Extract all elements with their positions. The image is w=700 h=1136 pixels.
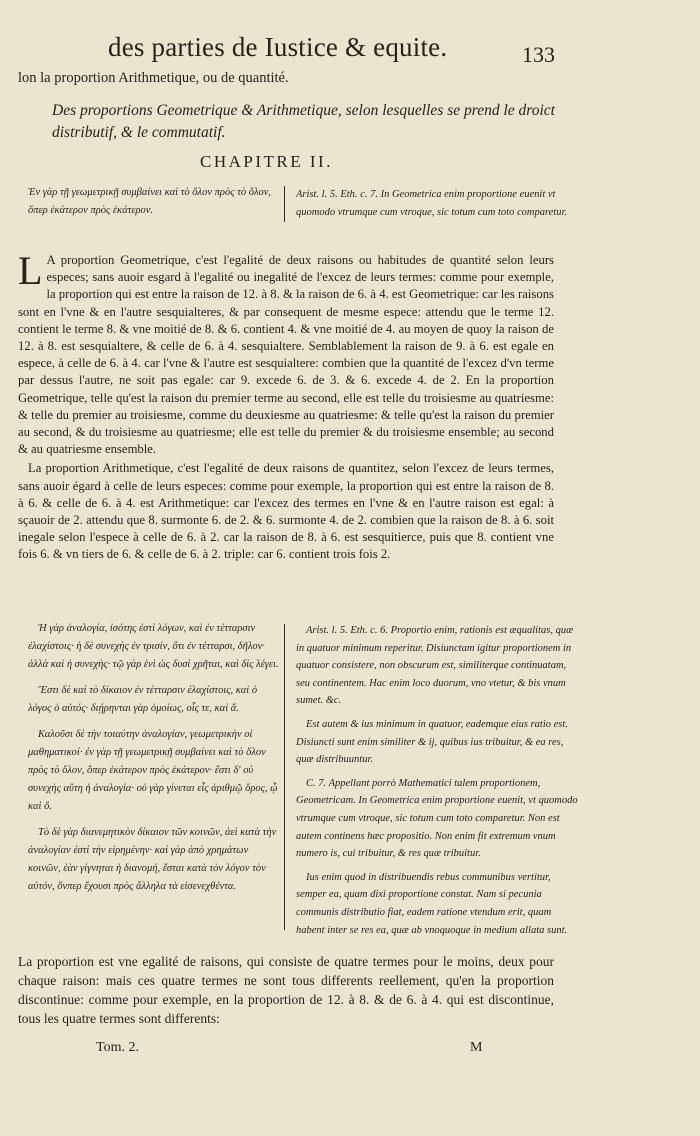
latin-paragraph: Arist. l. 5. Eth. c. 6. Proportio enim, rationis est æqualitas, quæ in quatuor minimum reperitur. Disiunctam igitur proportionem in quatuor consistere, non obscurum est, similiterque continuatam, seu continentem. Hac enim loco duorum, vno vtetur, & bis vnum sumet. &c. (296, 625, 574, 707)
drop-cap: L (18, 248, 43, 293)
greek-paragraph: Τὸ δὲ γὰρ διανεμητικὸν δίκαιον τῶν κοινῶν, ἀεὶ κατὰ τὴν ἀναλογίαν ἐστὶ τὴν εἰρημένην· καὶ γὰρ ἀπὸ χρημάτων κοινῶν, ἐὰν γίγνηται ἡ διανομή, ἔσται κατὰ τὸν λόγον τὸν αὐτόν, ὅνπερ ἔχουσι πρὸς ἄλληλα τὰ εἰσενεχθέντα. (28, 827, 277, 892)
main-body (18, 248, 554, 566)
greek-paragraph: Ἔστι δὲ καὶ τὸ δίκαιον ἐν τέτταρσιν ἐλαχίστοις, καὶ ὁ λόγος ὁ αὐτός· διῄρηνται γὰρ ὁμοίως, οἷς τε, καὶ ἅ. (28, 685, 258, 714)
latin-paragraph: Ius enim quod in distribuendis rebus communibus vertitur, semper ea, quam dixi proportione constat. Nam si pecunia communis distributio fiat, eadem ratione vtendum erit, quam habent inter se res ea, quæ ab vnoquoque in medium allata sunt. (296, 871, 568, 936)
greek-citation-block (28, 620, 280, 904)
column-divider-bottom (284, 624, 285, 930)
column-divider-top (284, 186, 285, 222)
page-number: 133 (522, 42, 555, 67)
latin-paragraph: Est autem & ius minimum in quatuor, eademque eius ratio est. Disiuncti sunt enim similiter & ij, quibus ius tribuitur, & ea res, quæ distribuuntur. (296, 718, 568, 766)
tome-marker: Tom. 2. (96, 1040, 139, 1055)
running-head: des parties de Iustice & equite. (108, 32, 448, 62)
greek-paragraph: Ἡ γὰρ ἀναλογία, ἰσότης ἐστὶ λόγων, καὶ ἐν τέτταρσιν ἐλαχίστοις· ἡ δὲ συνεχὴς ἐν τρισίν, ὅτι ἐν τέτταρσι, δῆλον· ἀλλὰ καὶ ἡ συνεχὴς· τῷ γὰρ ἑνὶ ὡς δυσὶ χρῆται, καὶ δὶς λέγει. (28, 623, 279, 670)
latin-paragraph: C. 7. Appellant porrò Mathematici talem proportionem, Geometricam. In Geometrica enim proportione euenit, vt quomodo vtrumque cum vtroque, sic totum cum toto comparetur. Non est autem continens hæc propositio. Non enim fit extremum vnum numero is, cui tribuitur, & res quæ tribuitur. (296, 777, 578, 860)
signature-mark: M (470, 1040, 483, 1055)
chapter-title: CHAPITRE II. (200, 152, 333, 171)
top-latin-quote: Arist. l. 5. Eth. c. 7. In Geometrica enim proportione euenit vt quomodo vtrumque cum vtroque, sic totum cum toto comparetur. (296, 189, 568, 218)
paragraph-geometrique (18, 248, 554, 458)
greek-paragraph: Καλοῦσι δὲ τὴν τοιαύτην ἀναλογίαν, γεωμετρικὴν οἱ μαθηματικοί· ἐν γὰρ τῇ γεωμετρικῇ συμβαίνει καὶ τὸ ὅλον πρὸς τὸ ὅλον, ὅπερ ἑκάτερον πρὸς ἑκάτερον· ἔστι δ' οὐ συνεχὴς αὕτη ἡ ἀναλογία· οὐ γὰρ γίνεται εἷς ἀριθμῷ ὅρος, ᾧ καὶ ὅ. (28, 729, 278, 812)
paragraph-geometrique-text: A proportion Geometrique, c'est l'egalité de deux raisons ou habitudes de quantité selon leurs especes; sans auoir esgard à l'egalité ou inegalité de l'excez de leurs termes: comme pour exemple, la proportion qui est entre la raison de 12. à 8. & la raison de 6. à 4. est Geometrique: car les raisons sont en l'vne & en l'autre sesquialteres, & par consequent de mesme espece: attendu que le terme 12. contient le terme 8. & vne moitié de 8. & 6. contient 4. & vne moitié de 4. au moyen de quoy la raison de 12. à 8. est sesquialtere, & celle de 6. à 4. sesquialtere. Semblablement la raison de 9. à 6. est egale en espece, à celle de 6. à 4. car l'vne & l'autre est sesquialtere: combien que la quantité de l'excez d'vn terme par dessus l'autre, ne soit pas egale: car 9. excede 6. de 3. & 6. excede 4. de 2. En la proportion Geometrique, telle qu'est la raison du premier terme au second, elle est telle du troisiesme au quatriesme: & telle du premier au troisiesme, comme du deuxiesme au quatriesme: & telle qu'est la raison du premier au second, & du troisiesme au quatriesme; elle est telle du premier & du troisiesme ensemble; au second & au quatriesme ensemble. (18, 253, 554, 457)
top-greek-quote: Ἐν γὰρ τῇ γεωμετρικῇ συμβαίνει καὶ τὸ ὅλον πρὸς τὸ ὅλον, ὅπερ ἑκάτερον πρὸς ἑκάτερον. (28, 187, 272, 216)
continued-line: lon la proportion Arithmetique, ou de quantité. (18, 70, 289, 86)
latin-citation-block (296, 622, 578, 945)
paragraph-arithmetique: La proportion Arithmetique, c'est l'egalité de deux raisons de quantitez, selon l'excez de leurs termes, sans auoir égard à celle de leurs especes: comme pour exemple, la proportion qui est entre la raison de 8. à 6. & celle de 6. à 4. est Arithmetique: car l'excez des termes en l'vne & en l'autre raison est egal: à sçauoir de 2. attendu que 8. surmonte 6. de 2. & 6. surmonte 4. de 2. combien que la raison de 8. à 6. soit inegale selon l'espece à celle de 6. à 2. car la raison de 8. à 6. est sesquitierce, puis que 8. contient vne fois 6. & vn tiers de 6. & celle de 6. à 2. triple: car 6. contient trois fois 2. (18, 461, 554, 562)
bottom-paragraph: La proportion est vne egalité de raisons, qui consiste de quatre termes pour le moins, deux pour chaque raison: mais ces quatre termes ne sont tous differents reellement, qu'en la proportion discontinue: comme pour exemple, en la proportion de 12. à 8. & de 6. à 4. qui est discontinue, tous les quatre termes sont differents: (18, 954, 554, 1026)
section-title: Des proportions Geometrique & Arithmetique, selon lesquelles se prend le droict distributif, & le commutatif. (52, 102, 555, 141)
